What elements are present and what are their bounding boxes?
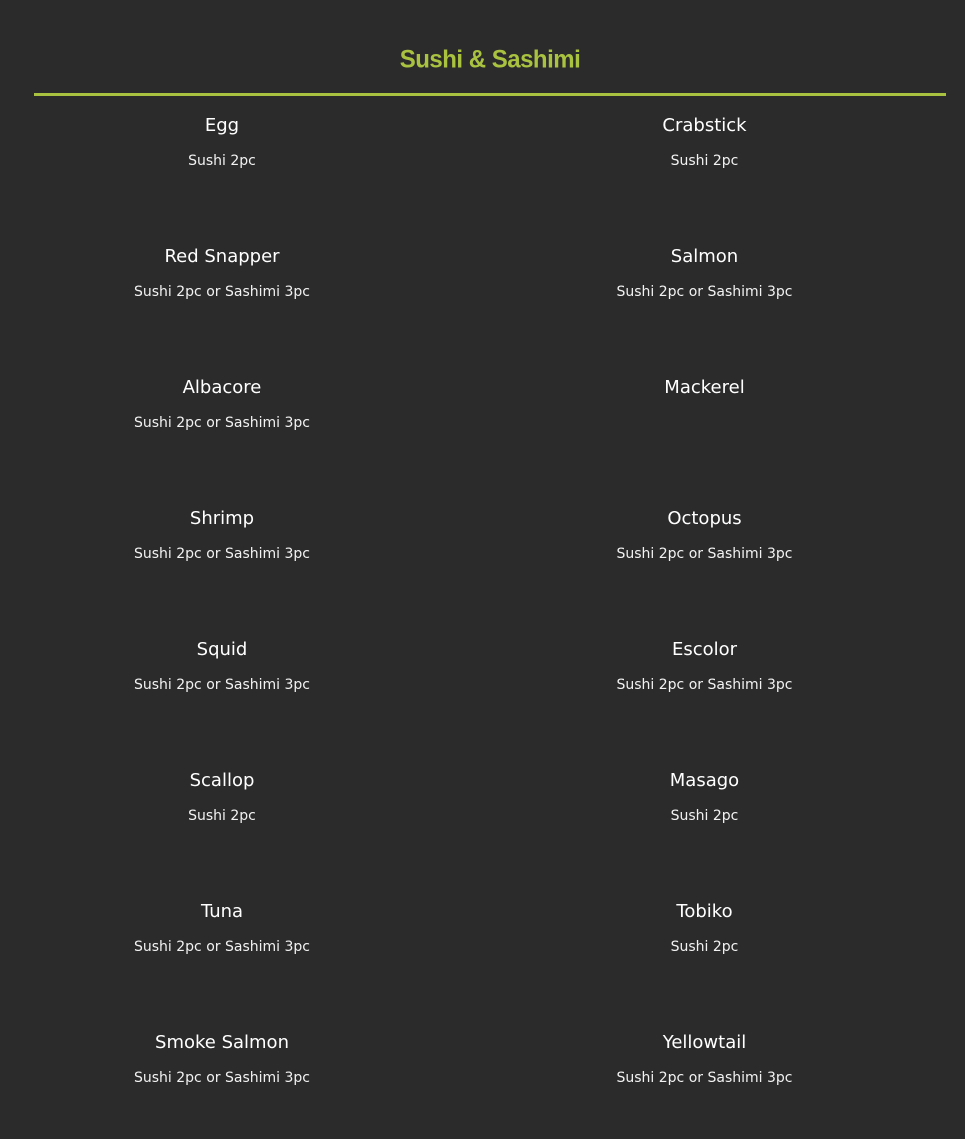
menu-item-tobiko — [444, 899, 965, 1030]
menu-item-mackerel — [444, 375, 965, 506]
menu-item-escolor — [444, 637, 965, 768]
menu-item-red-snapper — [0, 244, 444, 375]
menu-item-salmon — [444, 244, 965, 375]
menu-item-name: Squid — [196, 639, 248, 660]
menu-item-name: Crabstick — [662, 115, 747, 136]
menu-item-desc: Sushi 2pc or Sashimi 3pc — [134, 677, 310, 693]
menu-item-name: Masago — [669, 770, 740, 791]
menu-item-desc: Sushi 2pc — [188, 808, 256, 824]
menu-item-desc: Sushi 2pc or Sashimi 3pc — [134, 546, 310, 562]
menu-item-smoke-salmon — [0, 1030, 444, 1139]
menu-grid — [0, 113, 965, 1139]
menu-item-name: Octopus — [667, 508, 742, 529]
menu-item-scallop — [0, 768, 444, 899]
menu-item-masago — [444, 768, 965, 899]
menu-item-albacore — [0, 375, 444, 506]
menu-item-desc: Sushi 2pc or Sashimi 3pc — [134, 284, 310, 300]
menu-item-name: Scallop — [189, 770, 255, 791]
menu-item-name: Smoke Salmon — [155, 1032, 289, 1053]
menu-item-desc: Sushi 2pc or Sashimi 3pc — [134, 1070, 310, 1086]
menu-item-shrimp — [0, 506, 444, 637]
menu-item-desc: Sushi 2pc — [670, 939, 739, 955]
menu-item-egg — [0, 113, 444, 244]
menu-item-desc: Sushi 2pc or Sashimi 3pc — [616, 677, 793, 693]
menu-item-name: Mackerel — [664, 377, 745, 398]
menu-item-desc: Sushi 2pc or Sashimi 3pc — [134, 415, 310, 431]
menu-item-name: Salmon — [670, 246, 739, 267]
menu-item-tuna — [0, 899, 444, 1030]
section-title: Sushi & Sashimi — [399, 45, 581, 74]
menu-item-yellowtail — [444, 1030, 965, 1139]
menu-item-name: Tobiko — [676, 901, 733, 922]
menu-item-desc: Sushi 2pc — [670, 153, 739, 169]
menu-item-name: Yellowtail — [662, 1032, 747, 1053]
menu-item-name: Escolor — [671, 639, 738, 660]
menu-item-desc: Sushi 2pc — [188, 153, 256, 169]
menu-item-name: Albacore — [182, 377, 262, 398]
menu-item-name: Shrimp — [189, 508, 255, 529]
menu-item-name: Red Snapper — [164, 246, 280, 267]
menu-item-desc: Sushi 2pc or Sashimi 3pc — [616, 1070, 793, 1086]
menu-item-desc: Sushi 2pc or Sashimi 3pc — [616, 546, 793, 562]
title-divider — [34, 93, 946, 96]
menu-item-octopus — [444, 506, 965, 637]
menu-item-desc: Sushi 2pc or Sashimi 3pc — [134, 939, 310, 955]
menu-item-desc: Sushi 2pc — [670, 808, 739, 824]
menu-item-name: Egg — [204, 115, 240, 136]
menu-item-desc: Sushi 2pc or Sashimi 3pc — [616, 284, 793, 300]
menu-item-crabstick — [444, 113, 965, 244]
menu-item-name: Tuna — [200, 901, 244, 922]
menu-item-squid — [0, 637, 444, 768]
